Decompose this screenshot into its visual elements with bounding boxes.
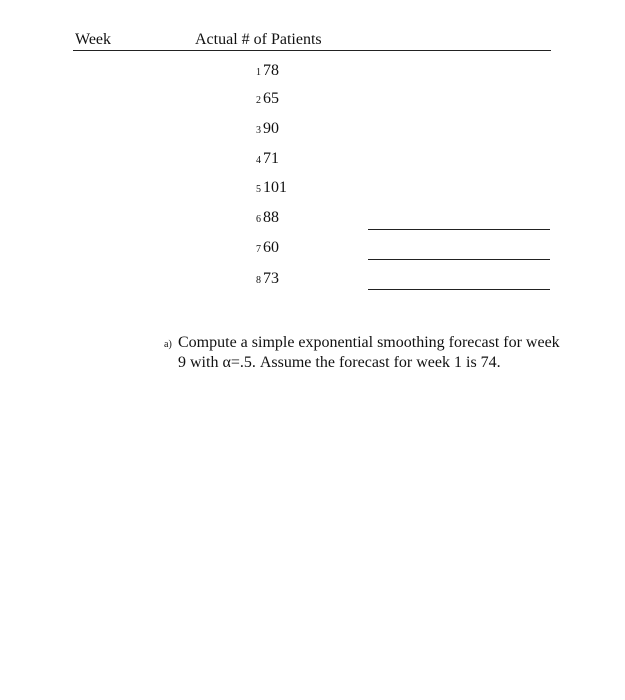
- week-number: 4: [256, 155, 261, 166]
- patient-count: 65: [263, 90, 279, 107]
- patient-count: 78: [263, 62, 279, 79]
- week-number: 2: [256, 95, 261, 106]
- patient-count: 71: [263, 150, 279, 167]
- question-a: [164, 333, 564, 372]
- patient-count: 90: [263, 120, 279, 137]
- week-number: 8: [256, 275, 261, 286]
- week-number: 6: [256, 214, 261, 225]
- table-row: [256, 270, 279, 288]
- table-row: [256, 120, 279, 138]
- week-number: 7: [256, 244, 261, 255]
- question-label: a): [164, 339, 172, 350]
- answer-blank-week-6: [368, 229, 550, 230]
- table-header-actual: Actual # of Patients: [195, 31, 322, 48]
- week-number: 1: [256, 67, 261, 78]
- table-row: [256, 90, 279, 108]
- patient-count: 88: [263, 209, 279, 226]
- answer-blank-week-8: [368, 289, 550, 290]
- week-number: 5: [256, 184, 261, 195]
- table-row: [256, 239, 279, 257]
- week-number: 3: [256, 125, 261, 136]
- table-row: [256, 62, 279, 80]
- patient-count: 60: [263, 239, 279, 256]
- patient-count: 73: [263, 270, 279, 287]
- table-header-week: Week: [75, 31, 112, 48]
- answer-blank-week-7: [368, 259, 550, 260]
- table-row: [256, 150, 279, 168]
- question-text: Compute a simple exponential smoothing forecast for week 9 with α=.5. Assume the forecast for week 1 is 74.: [178, 334, 560, 371]
- header-rule: [73, 50, 551, 51]
- table-row: [256, 179, 287, 197]
- patient-count: 101: [263, 179, 287, 196]
- table-row: [256, 209, 279, 227]
